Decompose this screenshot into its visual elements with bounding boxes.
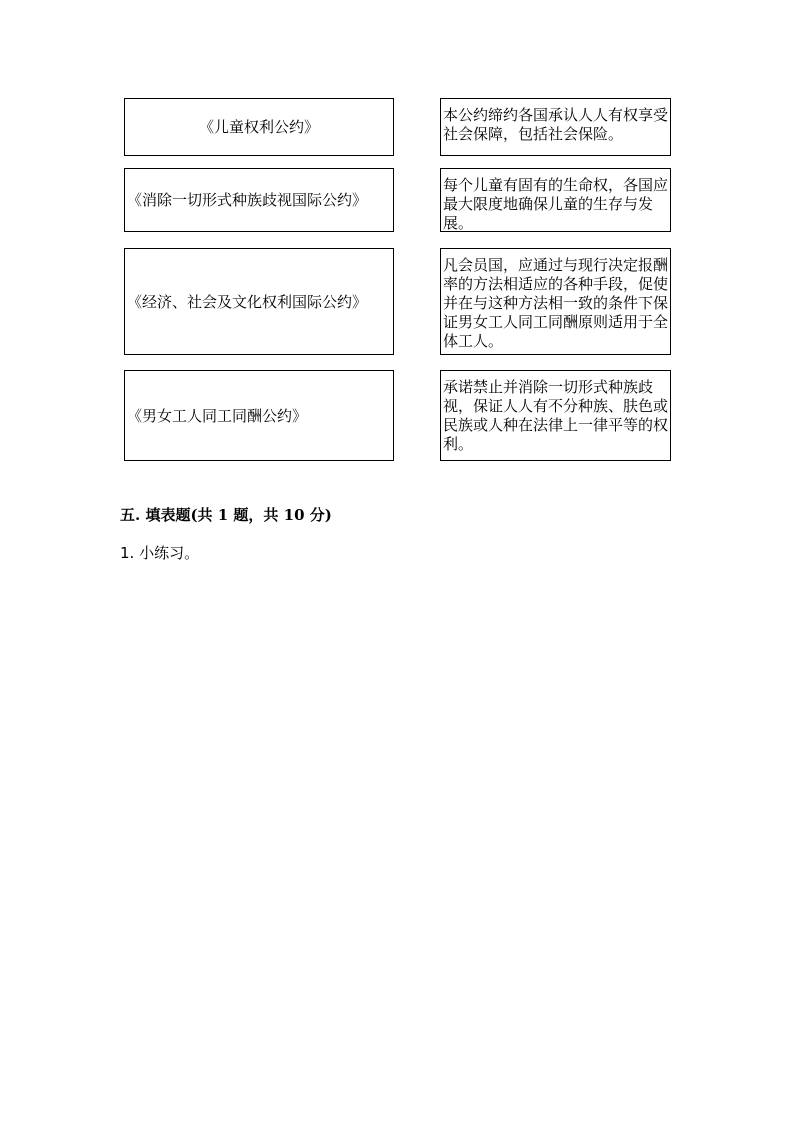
right-item-1	[440, 98, 671, 156]
left-item-label: 《经济、社会及文化权利国际公约》	[127, 292, 368, 311]
right-item-text: 本公约缔约各国承认人人有权享受社会保障，包括社会保险。	[443, 106, 669, 143]
right-item-text: 承诺禁止并消除一切形式种族歧视，保证人人有不分种族、肤色或民族或人种在法律上一律平等的权利。	[443, 378, 669, 453]
question-text: 1. 小练习。	[120, 544, 200, 562]
right-item-text: 凡会员国，应通过与现行决定报酬率的方法相适应的各种手段，促使并在与这种方法相一致的条件下保证男女工人同工同酬原则适用于全体工人。	[443, 256, 669, 350]
left-item-2	[124, 168, 394, 232]
left-item-label: 《男女工人同工同酬公约》	[127, 406, 308, 425]
right-item-4	[440, 370, 671, 461]
left-item-4	[124, 370, 394, 461]
left-item-label: 《消除一切形式种族歧视国际公约》	[127, 191, 368, 209]
left-item-1	[124, 98, 394, 156]
left-item-3	[124, 248, 394, 355]
right-item-text: 每个儿童有固有的生命权，各国应最大限度地确保儿童的生存与发展。	[443, 176, 669, 232]
right-item-3	[440, 248, 671, 355]
left-item-label: 《儿童权利公约》	[198, 118, 319, 136]
right-item-2	[440, 168, 671, 232]
section-title: 五. 填表题(共 1 题，共 10 分)	[120, 506, 332, 524]
